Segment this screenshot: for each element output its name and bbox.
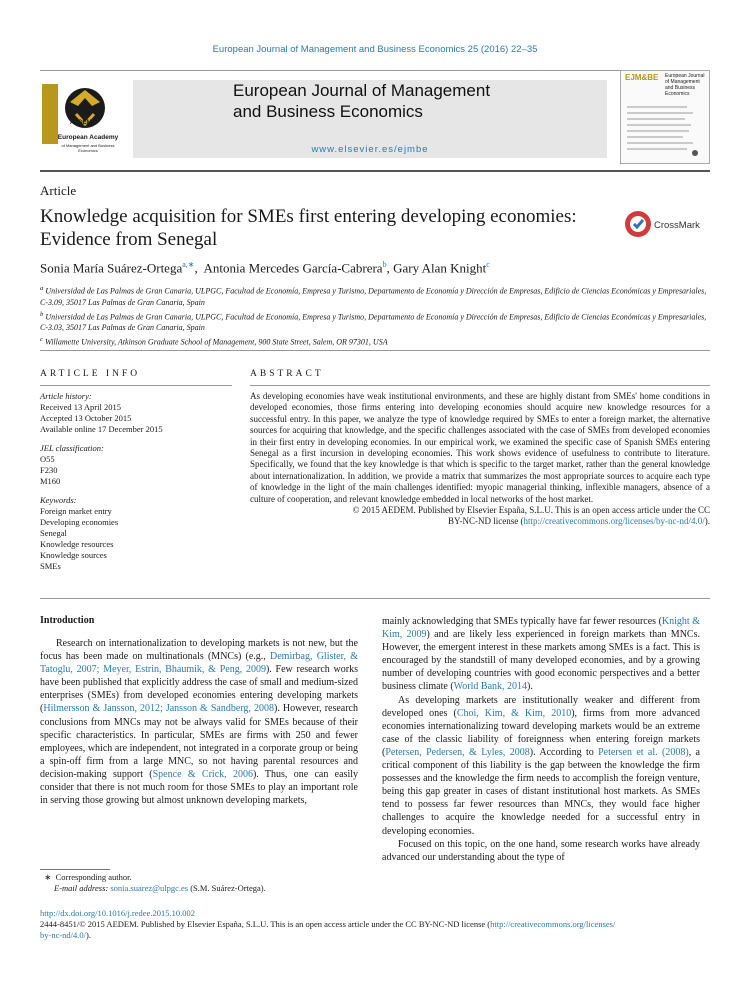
running-head: European Journal of Management and Business Economics 25 (2016) 22–35 (212, 44, 538, 55)
journal-title-line2: and Business Economics (233, 102, 423, 121)
author-affil-mark[interactable]: b (382, 260, 387, 269)
affiliation-mark: a (40, 285, 44, 292)
crossmark-button[interactable] (624, 210, 704, 240)
email-label: E-mail address: (54, 883, 109, 893)
history-label: Article history: (40, 391, 92, 401)
abstract (250, 391, 710, 528)
email-link[interactable]: sonia.suarez@ulpgc.es (110, 883, 189, 893)
abstract-bottom-rule (40, 598, 710, 599)
affiliation-mark: c (40, 336, 43, 344)
header-rule (40, 70, 710, 71)
author-name: Antonia Mercedes García-Cabrera (203, 260, 383, 276)
doi-link[interactable]: http://dx.doi.org/10.1016/j.redee.2015.10.002 (40, 908, 195, 918)
issn-line: 2444-8451/© 2015 AEDEM. Published by Elsevier España, S.L.U. This is an open access article under the CC BY-NC-ND license (http://creativecommons.org/licenses/ by-nc-nd/4.0/). (40, 919, 616, 940)
citation-link[interactable]: Choi, Kim, & Kim, 2010 (456, 707, 572, 719)
article-info-rule (40, 385, 232, 386)
copyright-text: BY-NC-ND license ( (447, 516, 524, 527)
cover-text-lines-icon (627, 103, 703, 159)
keyword: Foreign market entry (40, 506, 112, 516)
keyword: Knowledge sources (40, 550, 107, 560)
journal-url-link[interactable]: www.elsevier.es/ejmbe (311, 144, 429, 155)
author-name: Gary Alan Knight (393, 260, 487, 276)
affiliation-item (40, 283, 710, 308)
license-link[interactable]: by-nc-nd/4.0/ (40, 930, 87, 940)
copyright-text: ). (704, 516, 710, 527)
keywords-label: Keywords: (40, 495, 77, 505)
article-title (40, 205, 610, 251)
logo-name: AEDEM (70, 120, 92, 126)
keyword: Knowledge resources (40, 539, 114, 549)
body-column-right (382, 615, 700, 864)
license-link[interactable]: http://creativecommons.org/licenses/ (490, 919, 616, 929)
citation-link[interactable]: Hilmersson & Jansson, 2012; Jansson & Sandberg, 2008 (43, 703, 274, 715)
journal-masthead (133, 80, 607, 158)
crossmark-icon (624, 210, 652, 238)
email-owner: (S.M. Suárez-Ortega). (190, 883, 266, 893)
copyright-text: © 2015 AEDEM. Published by Elsevier España, S.L.U. This is an open access article under the CC (352, 505, 710, 516)
footnote (40, 872, 266, 894)
keywords (40, 495, 232, 572)
journal-cover-thumbnail (620, 70, 710, 164)
affiliation-text: Willamette University, Atkinson Graduate School of Management, 900 State Street, Salem, OR 97301, USA (44, 337, 388, 347)
abstract-rule (250, 385, 710, 386)
affiliations (40, 283, 710, 349)
abstract-text: As developing economies have weak institutional environments, and these are highly distant from SMEs' home conditions in developed economies, those firms entering into developing economies should acquire new knowledge resources for a successful entry. In this paper, we analyze the type of knowledge required by SMEs to enter a foreign market, the alternative sources for acquiring that knowledge, and the specific challenges associated with the case of SMEs from developed economies in their first entry in developing economies. In our empirical work, we examined the specific case of Spanish SMEs entering Senegal as a first incursion in developing economies. This work shows evidence of usefulness to contribute to literature. Specifically, we found that the key knowledge is that which is specific to the target market, rather than the general knowledge about internationalization. In addition, we provide a matrix that summarizes the most appropriate sources to acquire each type of knowledge in the light of the main challenges identified: myopic managerial thinking, inflexible managers, absence of a culture of cooperation, and relevant knowledge embedded in local networks of the host market. (250, 391, 710, 504)
header-divider (40, 170, 710, 172)
citation-link[interactable]: Spence & Crick, 2006 (152, 768, 253, 780)
footnote-rule (40, 869, 110, 870)
author-affil-mark[interactable]: a,∗ (182, 260, 195, 269)
logo-org-sub: of Management and Business Economics (61, 143, 115, 153)
citation-link[interactable]: Knight & Kim, 2009 (382, 616, 700, 641)
footnote-text: Corresponding author. (55, 872, 132, 882)
title-line2: Evidence from Senegal (40, 229, 218, 250)
keyword: Developing economies (40, 517, 119, 527)
citation-link[interactable]: World Bank, 2014 (453, 681, 528, 693)
affiliation-text: Universidad de Las Palmas de Gran Canaria, ULPGC, Facultad de Economía, Empresa y Turismo, Departamento de Economía y Dirección de Empresas, Edificio de Ciencias Económicas y Empresariales, C-3.03, 35017 Las Palmas de Gran Canaria, Spain (40, 312, 707, 333)
keyword: SMEs (40, 561, 61, 571)
body-paragraph: As developing markets are institutionally weaker and different from developed ones (Choi, Kim, & Kim, 2010), firms from more advanced economies internationalizing toward developing markets would be an extreme case of the classic liability of foreignness when entering foreign markets (Petersen, Pedersen, & Lyles, 2008). According to Petersen et al. (2008), a critical component of this liability is the gap between the knowledge the firm possesses and the knowledge the firm needs to accomplish the foreign venture, being this gap greater in cases of distant institutional host markets. As SMEs tend to possess far fewer resources than MNCs, they would face higher challenges to acquire the knowledge needed for a successful entry in developing economies. (382, 694, 700, 837)
affiliation-mark: b (40, 310, 44, 318)
abstract-copyright (250, 505, 710, 528)
affiliation-item (40, 309, 710, 334)
history-item: Available online 17 December 2015 (40, 424, 163, 434)
license-link[interactable]: http://creativecommons.org/licenses/by-nc-nd/4.0/ (523, 516, 705, 527)
history-item: Received 13 April 2015 (40, 402, 121, 412)
keyword: Senegal (40, 528, 67, 538)
abstract-heading: ABSTRACT (250, 369, 324, 379)
cover-abbr: EJM&BE (625, 73, 659, 82)
citation-link[interactable]: Petersen, Pedersen, & Lyles, 2008 (385, 746, 530, 758)
publication-info (40, 908, 710, 941)
introduction-heading: Introduction (40, 615, 95, 626)
affiliation-text: Universidad de Las Palmas de Gran Canaria, ULPGC, Facultad de Economía, Empresa y Turismo, Departamento de Economía y Dirección de Empresas, Edificio de Ciencias Económicas y Empresariales, C-3.09, 35017 Las Palmas de Gran Canaria, Spain (40, 286, 707, 307)
author-name: Sonia María Suárez-Ortega (40, 260, 183, 276)
article-history (40, 391, 232, 435)
citation-link[interactable]: Petersen et al. (2008) (598, 746, 689, 758)
author-affil-mark[interactable]: c (486, 260, 490, 269)
jel-code: M160 (40, 476, 61, 486)
footnote-mark: ∗ (44, 872, 52, 882)
article-info (40, 391, 232, 580)
jel-label: JEL classification: (40, 443, 104, 453)
body-paragraph: mainly acknowledging that SMEs typically have far fewer resources (Knight & Kim, 2009) and are likely less experienced in foreign markets than MNCs. However, the emergent interest in these markets among SMEs is a fact. This is encouraged by the standstill of many developed economies, and by a growing number of developing countries with good economic perspectives and a better business climate (World Bank, 2014). (382, 616, 700, 693)
body-paragraph: Research on internationalization to developing markets is not new, but the focus has been made on multinationals (MNCs) (e.g., Demirbag, Glister, & Tatoglu, 2007; Meyer, Estrin, Bhaumik, & Peng, 2009). Few research works have been published that explicitly address the case of small and medium-sized enterprises (SMEs) from developed economies entering developing markets (Hilmersson & Jansson, 2012; Jansson & Sandberg, 2008). However, research conclusions from MNCs may not be always valid for SMEs because of their specific characteristics. In particular, SMEs are firms with 250 and fewer employees, which are independent, not integrated in a corporate group or being a spin-off firm from a large MNC, so not having parental resources and decision-making support (Spence & Crick, 2006). Thus, one can easily consider that there is not much room for those SMEs to play an important role in serving those growing but almost unknown developing markets, (40, 638, 359, 807)
title-line1: Knowledge acquisition for SMEs first entering developing economies: (40, 206, 577, 227)
article-type: Article (40, 183, 77, 198)
history-item: Accepted 13 October 2015 (40, 413, 132, 423)
cover-title: European Journal of Management and Business Economics (665, 73, 705, 97)
article-info-heading: ARTICLE INFO (40, 369, 141, 379)
jel-classification (40, 443, 232, 487)
journal-title-line1: European Journal of Management (233, 81, 491, 100)
citation-link[interactable]: Demirbag, Glister, & Tatoglu, 2007; Meyer, Estrin, Bhaumik, & Peng, 2009 (40, 651, 358, 676)
crossmark-label: CrossMark (654, 220, 700, 231)
aedem-logo (40, 80, 125, 160)
author-list: Sonia María Suárez-Ortega$^{a,∗}$, Antonia Mercedes García-Cabrera$^b$, Gary Alan Knight$^c$ (40, 260, 490, 276)
body-column-left (40, 637, 358, 807)
jel-code: O55 (40, 454, 55, 464)
jel-code: F230 (40, 465, 58, 475)
affiliation-item (40, 334, 710, 348)
body-paragraph: Focused on this topic, on the one hand, some research works have already advanced our understanding about the type of (382, 838, 700, 863)
journal-title (233, 80, 490, 122)
section-divider (40, 350, 710, 351)
logo-org: European Academy (57, 134, 119, 141)
